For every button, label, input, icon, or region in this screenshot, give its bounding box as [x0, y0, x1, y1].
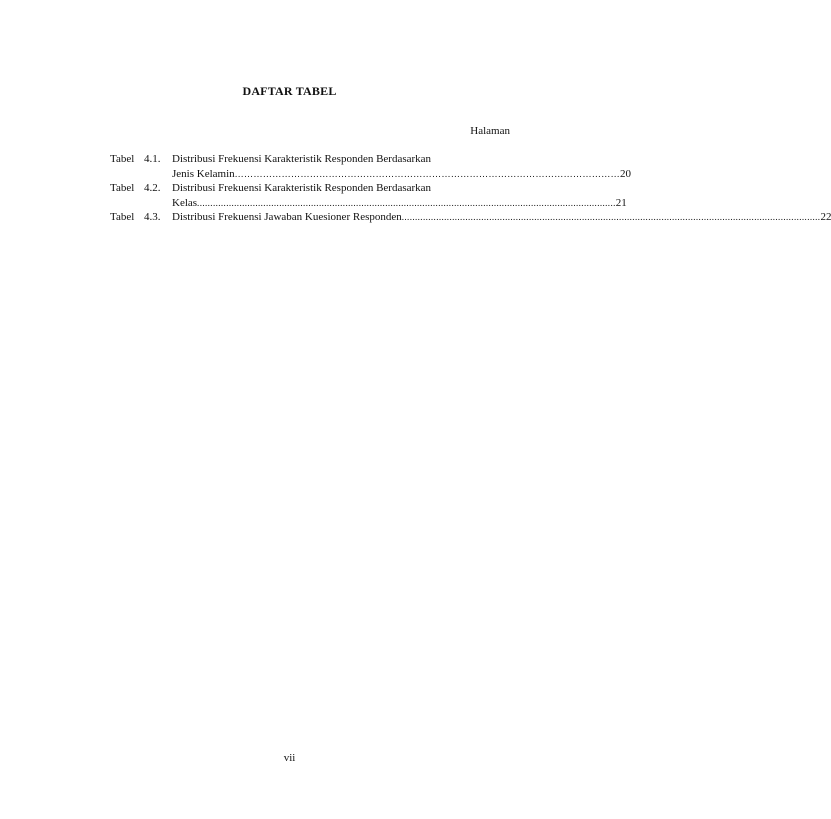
- entry-title-line: Distribusi Frekuensi Karakteristik Responden Berdasarkan: [172, 182, 432, 194]
- entry-page-number: 22: [820, 211, 831, 223]
- dot-leader: ..............................................................................................................................................................: [197, 197, 616, 208]
- entry-prefix: Tabel: [110, 182, 135, 194]
- entry-label: [110, 181, 161, 196]
- table-entry-4-3[interactable]: [110, 210, 831, 225]
- footer-page-number: vii: [283, 752, 296, 764]
- dot-leader: ..............................................................................................................................................................: [401, 212, 821, 222]
- entry-number: 4.2.: [144, 182, 161, 194]
- table-entry-4-1[interactable]: [110, 152, 632, 181]
- entry-text: [172, 152, 632, 181]
- table-list: [110, 152, 831, 225]
- entry-label: [110, 152, 161, 167]
- entry-title-line-with-leader: [172, 196, 627, 211]
- page-title: DAFTAR TABEL: [242, 84, 337, 98]
- entry-number: 4.1.: [144, 153, 161, 165]
- entry-page-number: 21: [615, 196, 627, 209]
- entry-title: Distribusi Frekuensi Jawaban Kuesioner Responden: [172, 211, 402, 223]
- entry-page-number: 20: [620, 167, 632, 180]
- table-entry-4-2[interactable]: [110, 181, 627, 210]
- entry-title-line-with-leader: [172, 210, 831, 225]
- entry-prefix: Tabel: [110, 153, 135, 165]
- entry-text: [172, 210, 831, 225]
- entry-title-line-with-leader: [172, 167, 632, 182]
- entry-title-line: Distribusi Frekuensi Karakteristik Responden Berdasarkan: [172, 153, 432, 165]
- entry-title-continuation: Jenis Kelamin: [172, 167, 235, 180]
- entry-number: 4.3.: [144, 211, 161, 223]
- entry-prefix: Tabel: [110, 211, 135, 223]
- entry-title-continuation: Kelas: [172, 196, 198, 209]
- entry-text: [172, 181, 627, 210]
- entry-label: [110, 210, 161, 225]
- dot-leader: ……………………………………………………………………………………………………………: [234, 168, 621, 179]
- page-column-header: Halaman: [470, 125, 510, 137]
